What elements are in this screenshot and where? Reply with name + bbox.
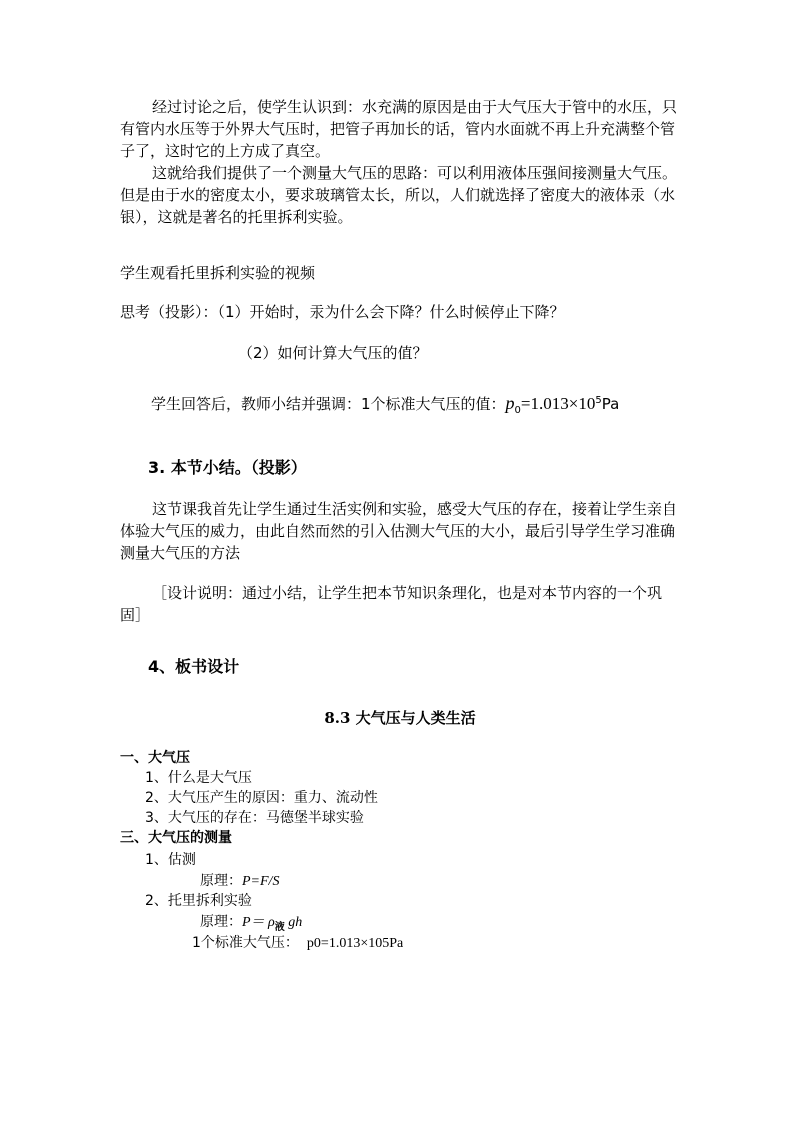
principle-2-rhs: gh [284,915,303,930]
pressure-exponent: 5 [595,395,602,406]
board-item-3-2: 2、托里拆利实验 [145,893,252,909]
board-title: 8.3 大气压与人类生活 [324,709,476,727]
paragraph-summary: 这节课我首先让学生通过生活实例和实验，感受大气压的存在，接着让学生亲自体验大气压的威力，由此自然而然的引入估测大气压的大小，最后引导学生学习准确测量大气压的方法 [120,500,678,562]
section-heading-summary: 3. 本节小结。（投影） [148,458,307,477]
principle-1-formula: P=F/S [242,874,280,889]
board-item-3-1: 1、估测 [145,852,196,868]
board-item-1-3: 3、大气压的存在：马德堡半球实验 [145,810,364,826]
pressure-subscript: 0 [514,405,521,416]
paragraph-discussion: 经过讨论之后，使学生认识到：水充满的原因是由于大气压大于管中的水压，只有管内水压等于外界大气压时，把管子再加长的话，管内水面就不再上升充满整个管子了，这时它的上方成了真空。 [120,98,678,160]
pressure-symbol: p [505,393,515,413]
paragraph-video: 学生观看托里拆利实验的视频 [120,264,316,282]
standard-pressure-line [192,933,403,954]
board-item-1-1: 1、什么是大气压 [145,770,252,786]
standard-pressure-label: 1个标准大气压： [192,935,299,951]
standard-pressure-value: p0=1.013×105Pa [306,936,404,951]
pressure-value: =1.013×10 [520,394,596,413]
board-item-1-2: 2、大气压产生的原因：重力、流动性 [145,790,378,806]
principle-2-lhs: P＝ ρ [242,915,275,930]
section-heading-board: 4、板书设计 [148,657,240,676]
teacher-summary-line [151,392,711,418]
pressure-unit: Pa [601,395,620,413]
principle-2-subscript: 液 [274,922,285,933]
principle-2-label: 原理： [200,914,242,930]
think-question-1: 思考（投影）：（1）开始时，汞为什么会下降？什么时候停止下降？ [120,303,565,321]
board-section-3: 三、大气压的测量 [120,830,232,846]
paragraph-design-note: ［设计说明：通过小结，让学生把本节知识条理化，也是对本节内容的一个巩固］ [120,584,663,624]
teacher-summary-text: 学生回答后，教师小结并强调：1个标准大气压的值： [151,395,506,413]
board-section-1: 一、大气压 [120,750,190,766]
principle-2-line [200,912,302,934]
principle-1-label: 原理： [200,873,242,889]
principle-1-line [200,871,279,892]
paragraph-measurement-idea: 这就给我们提供了一个测量大气压的思路：可以利用液体压强间接测量大气压。但是由于水的密度太小，要求玻璃管太长，所以，人们就选择了密度大的液体汞（水银），这就是著名的托里拆利实验。 [120,164,678,226]
think-question-2: （2）如何计算大气压的值？ [238,344,428,362]
